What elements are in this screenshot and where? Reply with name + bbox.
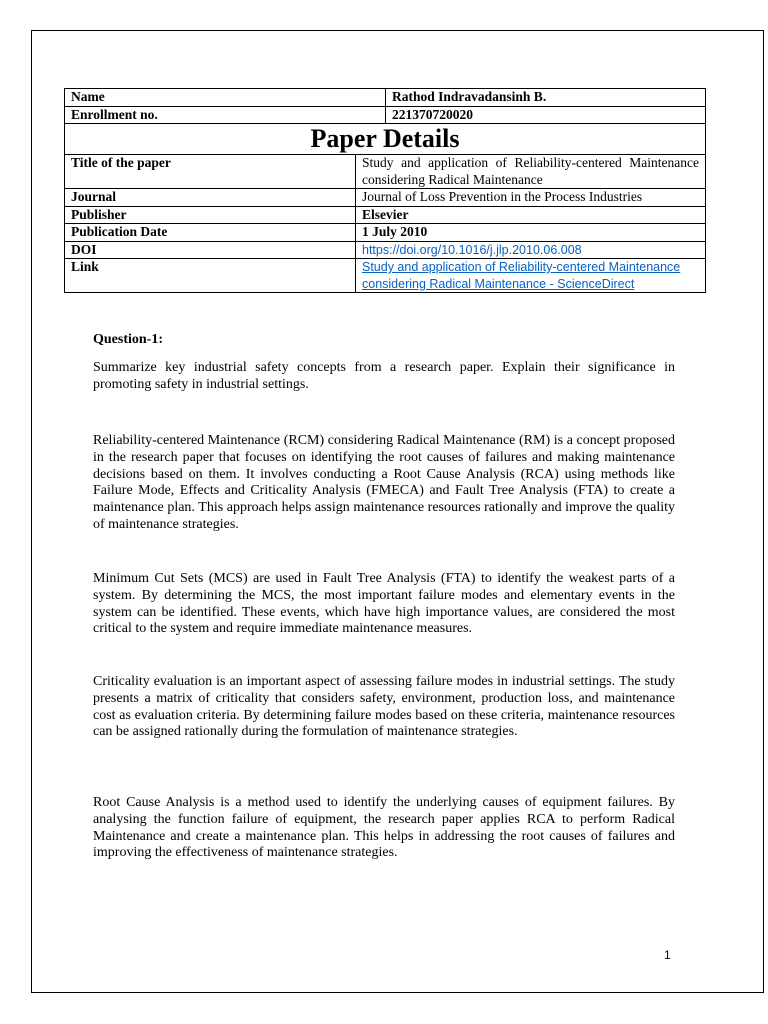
publisher-value: Elsevier bbox=[356, 206, 706, 224]
paragraph-mcs: Minimum Cut Sets (MCS) are used in Fault Tree Analysis (FTA) to identify the weakest parts of a system. By determining the MCS, the most important failure modes and elementary events in the system can be identified. These events, which have high importance values, are considered the most critical to the system and require immediate maintenance measures. bbox=[93, 571, 675, 637]
paper-details-heading: Paper Details bbox=[65, 124, 706, 155]
enrollment-value: 221370720020 bbox=[386, 106, 706, 124]
date-value: 1 July 2010 bbox=[356, 224, 706, 242]
link-label: Link bbox=[65, 259, 356, 293]
sciencedirect-link[interactable]: Study and application of Reliability-centered Maintenance considering Radical Maintenance - ScienceDirect bbox=[362, 260, 681, 291]
enrollment-row bbox=[65, 106, 706, 124]
title-label: Title of the paper bbox=[65, 155, 356, 189]
enrollment-label: Enrollment no. bbox=[65, 106, 386, 124]
question-prompt: Summarize key industrial safety concepts from a research paper. Explain their significance in promoting safety in industrial settings. bbox=[93, 360, 675, 392]
question-heading: Question-1: bbox=[93, 332, 163, 347]
paragraph-rca: Root Cause Analysis is a method used to identify the underlying causes of equipment failures. By analysing the function failure of equipment, the research paper applies RCA to perform Radical Maintenance and create a maintenance plan. This helps in addressing the root causes of failures and improving the effectiveness of maintenance strategies. bbox=[93, 795, 675, 861]
journal-row bbox=[65, 189, 706, 207]
paragraph-criticality: Criticality evaluation is an important aspect of assessing failure modes in industrial settings. The study presents a matrix of criticality that considers safety, environment, production loss, and maintenance cost as evaluation criteria. By determining failure modes based on these criteria, maintenance resources can be assigned rationally during the formulation of maintenance strategies. bbox=[93, 674, 675, 740]
name-label: Name bbox=[65, 89, 386, 107]
title-value: Study and application of Reliability-centered Maintenance considering Radical Maintenance bbox=[356, 155, 706, 189]
publisher-label: Publisher bbox=[65, 206, 356, 224]
paper-details-table bbox=[64, 88, 706, 293]
journal-value: Journal of Loss Prevention in the Process Industries bbox=[356, 189, 706, 207]
paragraph-rcm: Reliability-centered Maintenance (RCM) considering Radical Maintenance (RM) is a concept proposed in the research paper that focuses on identifying the root causes of failures and making maintenance decisions based on them. It involves conducting a Root Cause Analysis (RCA) using methods like Failure Mode, Effects and Criticality Analysis (FMECA) and Fault Tree Analysis (FTA) to create a maintenance plan. This approach helps assign maintenance resources rationally and improve the quality of maintenance strategies. bbox=[93, 433, 675, 532]
page-number: 1 bbox=[664, 948, 671, 962]
heading-row bbox=[65, 124, 706, 155]
doi-row bbox=[65, 241, 706, 259]
journal-label: Journal bbox=[65, 189, 356, 207]
doi-label: DOI bbox=[65, 241, 356, 259]
name-row bbox=[65, 89, 706, 107]
title-row bbox=[65, 155, 706, 189]
link-row bbox=[65, 259, 706, 293]
name-value: Rathod Indravadansinh B. bbox=[386, 89, 706, 107]
date-label: Publication Date bbox=[65, 224, 356, 242]
date-row bbox=[65, 224, 706, 242]
publisher-row bbox=[65, 206, 706, 224]
doi-cell bbox=[356, 241, 706, 259]
doi-link[interactable]: https://doi.org/10.1016/j.jlp.2010.06.008 bbox=[362, 242, 582, 257]
link-cell bbox=[356, 259, 706, 293]
